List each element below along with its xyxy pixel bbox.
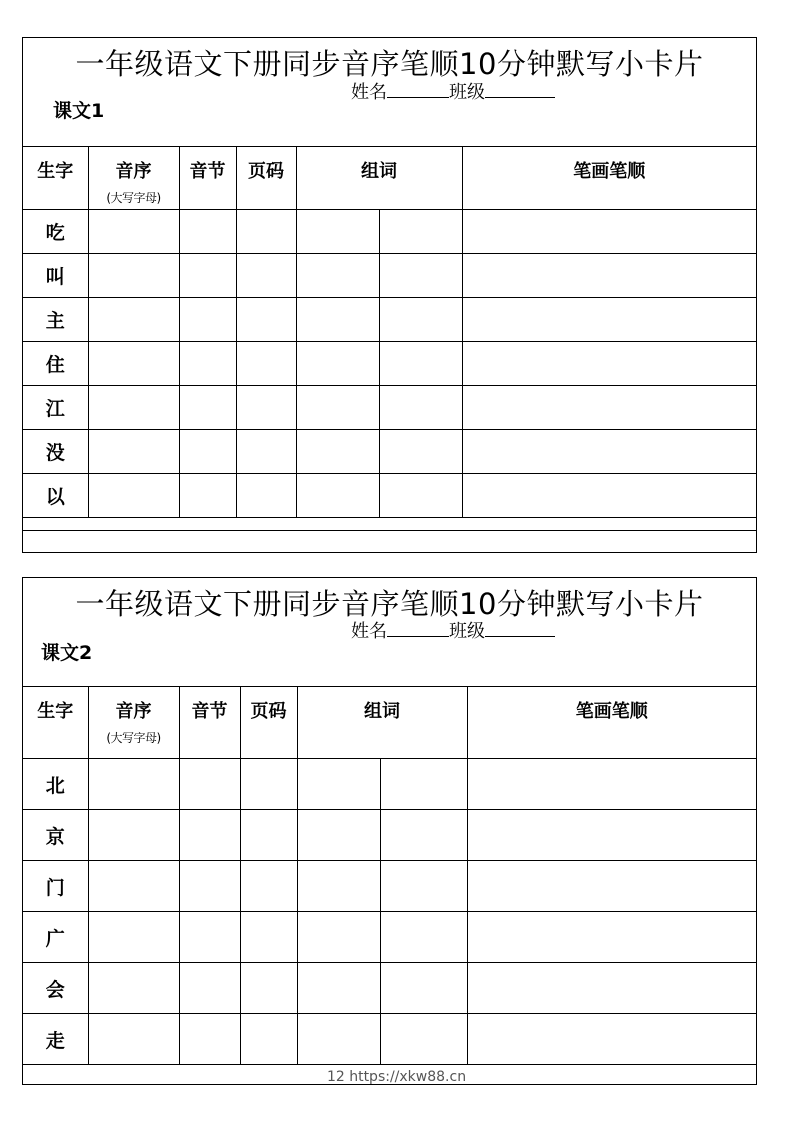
word1-input[interactable] bbox=[296, 430, 379, 474]
word2-input[interactable] bbox=[379, 298, 462, 342]
syllable-input[interactable] bbox=[179, 254, 236, 298]
word1-input[interactable] bbox=[297, 861, 380, 912]
page-input[interactable] bbox=[240, 1014, 297, 1065]
page-input[interactable] bbox=[236, 254, 296, 298]
word1-input[interactable] bbox=[296, 342, 379, 386]
order-input[interactable] bbox=[88, 298, 179, 342]
dictation-table bbox=[23, 686, 756, 1065]
order-input[interactable] bbox=[88, 254, 179, 298]
syllable-input[interactable] bbox=[179, 1014, 240, 1065]
word1-input[interactable] bbox=[297, 912, 380, 963]
char-cell: 江 bbox=[23, 386, 88, 430]
table-row bbox=[23, 474, 756, 518]
header-strokes: 笔画笔顺 bbox=[467, 687, 756, 759]
syllable-input[interactable] bbox=[179, 963, 240, 1014]
char-cell: 走 bbox=[23, 1014, 88, 1065]
table-row bbox=[23, 386, 756, 430]
header-char: 生字 bbox=[23, 147, 88, 210]
strokes-input[interactable] bbox=[462, 298, 756, 342]
char-cell: 吃 bbox=[23, 210, 88, 254]
header-order bbox=[88, 687, 179, 759]
class-blank[interactable] bbox=[485, 620, 555, 637]
strokes-input[interactable] bbox=[462, 210, 756, 254]
word1-input[interactable] bbox=[296, 474, 379, 518]
class-label: 班级 bbox=[449, 621, 485, 642]
page-input[interactable] bbox=[240, 759, 297, 810]
char-cell: 以 bbox=[23, 474, 88, 518]
word2-input[interactable] bbox=[379, 430, 462, 474]
header-words: 组词 bbox=[296, 147, 462, 210]
char-cell: 没 bbox=[23, 430, 88, 474]
order-input[interactable] bbox=[88, 861, 179, 912]
strokes-input[interactable] bbox=[467, 861, 756, 912]
syllable-input[interactable] bbox=[179, 474, 236, 518]
table-row bbox=[23, 210, 756, 254]
name-blank[interactable] bbox=[387, 620, 449, 637]
char-cell: 北 bbox=[23, 759, 88, 810]
char-cell: 主 bbox=[23, 298, 88, 342]
table-row bbox=[23, 254, 756, 298]
strokes-input[interactable] bbox=[467, 810, 756, 861]
syllable-input[interactable] bbox=[179, 759, 240, 810]
syllable-input[interactable] bbox=[179, 810, 240, 861]
page-input[interactable] bbox=[236, 298, 296, 342]
name-blank[interactable] bbox=[387, 81, 449, 98]
order-input[interactable] bbox=[88, 386, 179, 430]
table-row bbox=[23, 810, 756, 861]
page-input[interactable] bbox=[236, 210, 296, 254]
word2-input[interactable] bbox=[379, 474, 462, 518]
char-cell: 会 bbox=[23, 963, 88, 1014]
word1-input[interactable] bbox=[297, 963, 380, 1014]
table-row bbox=[23, 912, 756, 963]
order-input[interactable] bbox=[88, 912, 179, 963]
char-cell: 住 bbox=[23, 342, 88, 386]
divider-line bbox=[23, 530, 756, 531]
page-input[interactable] bbox=[236, 474, 296, 518]
header-order-sub: (大写字母) bbox=[106, 191, 161, 205]
syllable-input[interactable] bbox=[179, 342, 236, 386]
table-row bbox=[23, 298, 756, 342]
header-order-sub: (大写字母) bbox=[106, 731, 161, 745]
strokes-input[interactable] bbox=[462, 474, 756, 518]
syllable-input[interactable] bbox=[179, 861, 240, 912]
word1-input[interactable] bbox=[297, 810, 380, 861]
strokes-input[interactable] bbox=[462, 386, 756, 430]
strokes-input[interactable] bbox=[467, 1014, 756, 1065]
char-cell: 广 bbox=[23, 912, 88, 963]
header-order bbox=[88, 147, 179, 210]
name-class-line bbox=[351, 78, 555, 104]
header-order-label: 音序 bbox=[115, 161, 152, 182]
card-title: 一年级语文下册同步音序笔顺10分钟默写小卡片 bbox=[75, 587, 704, 621]
word2-input[interactable] bbox=[379, 342, 462, 386]
header-syllable: 音节 bbox=[179, 147, 236, 210]
table-row bbox=[23, 759, 756, 810]
strokes-input[interactable] bbox=[467, 963, 756, 1014]
class-label: 班级 bbox=[449, 82, 485, 103]
order-input[interactable] bbox=[88, 810, 179, 861]
char-cell: 京 bbox=[23, 810, 88, 861]
page-footer: 12 https://xkw88.cn bbox=[326, 1069, 467, 1085]
order-input[interactable] bbox=[88, 430, 179, 474]
word1-input[interactable] bbox=[297, 1014, 380, 1065]
strokes-input[interactable] bbox=[462, 342, 756, 386]
word2-input[interactable] bbox=[379, 254, 462, 298]
page-input[interactable] bbox=[236, 430, 296, 474]
order-input[interactable] bbox=[88, 1014, 179, 1065]
word1-input[interactable] bbox=[296, 298, 379, 342]
strokes-input[interactable] bbox=[467, 759, 756, 810]
word2-input[interactable] bbox=[380, 810, 467, 861]
divider-line bbox=[23, 517, 756, 518]
dictation-table bbox=[23, 146, 756, 518]
dictation-card-1 bbox=[22, 37, 757, 553]
page-input[interactable] bbox=[236, 386, 296, 430]
syllable-input[interactable] bbox=[179, 386, 236, 430]
header-syllable: 音节 bbox=[179, 687, 240, 759]
table-row bbox=[23, 430, 756, 474]
name-label: 姓名 bbox=[351, 82, 387, 103]
word1-input[interactable] bbox=[296, 386, 379, 430]
order-input[interactable] bbox=[88, 474, 179, 518]
order-input[interactable] bbox=[88, 342, 179, 386]
page-input[interactable] bbox=[240, 912, 297, 963]
word2-input[interactable] bbox=[380, 861, 467, 912]
class-blank[interactable] bbox=[485, 81, 555, 98]
word2-input[interactable] bbox=[380, 963, 467, 1014]
order-input[interactable] bbox=[88, 210, 179, 254]
order-input[interactable] bbox=[88, 963, 179, 1014]
page-input[interactable] bbox=[240, 963, 297, 1014]
name-label: 姓名 bbox=[351, 621, 387, 642]
table-row bbox=[23, 861, 756, 912]
syllable-input[interactable] bbox=[179, 210, 236, 254]
strokes-input[interactable] bbox=[462, 254, 756, 298]
card-title: 一年级语文下册同步音序笔顺10分钟默写小卡片 bbox=[75, 47, 704, 81]
lesson-label: 课文1 bbox=[53, 100, 105, 122]
word2-input[interactable] bbox=[380, 1014, 467, 1065]
word1-input[interactable] bbox=[297, 759, 380, 810]
strokes-input[interactable] bbox=[462, 430, 756, 474]
strokes-input[interactable] bbox=[467, 912, 756, 963]
header-char: 生字 bbox=[23, 687, 88, 759]
header-row bbox=[23, 147, 756, 210]
header-page: 页码 bbox=[240, 687, 297, 759]
header-words: 组词 bbox=[297, 687, 467, 759]
char-cell: 门 bbox=[23, 861, 88, 912]
char-cell: 叫 bbox=[23, 254, 88, 298]
header-page: 页码 bbox=[236, 147, 296, 210]
table-row bbox=[23, 342, 756, 386]
table-row bbox=[23, 963, 756, 1014]
order-input[interactable] bbox=[88, 759, 179, 810]
word1-input[interactable] bbox=[296, 254, 379, 298]
syllable-input[interactable] bbox=[179, 912, 240, 963]
header-order-label: 音序 bbox=[115, 701, 152, 722]
page-input[interactable] bbox=[240, 861, 297, 912]
header-strokes: 笔画笔顺 bbox=[462, 147, 756, 210]
word2-input[interactable] bbox=[379, 210, 462, 254]
lesson-label: 课文2 bbox=[41, 642, 93, 664]
word2-input[interactable] bbox=[380, 912, 467, 963]
header-row bbox=[23, 687, 756, 759]
page-input[interactable] bbox=[236, 342, 296, 386]
table-row bbox=[23, 1014, 756, 1065]
page-input[interactable] bbox=[240, 810, 297, 861]
word1-input[interactable] bbox=[296, 210, 379, 254]
syllable-input[interactable] bbox=[179, 298, 236, 342]
word2-input[interactable] bbox=[380, 759, 467, 810]
dictation-card-2 bbox=[22, 577, 757, 1085]
syllable-input[interactable] bbox=[179, 430, 236, 474]
name-class-line bbox=[351, 617, 555, 643]
word2-input[interactable] bbox=[379, 386, 462, 430]
